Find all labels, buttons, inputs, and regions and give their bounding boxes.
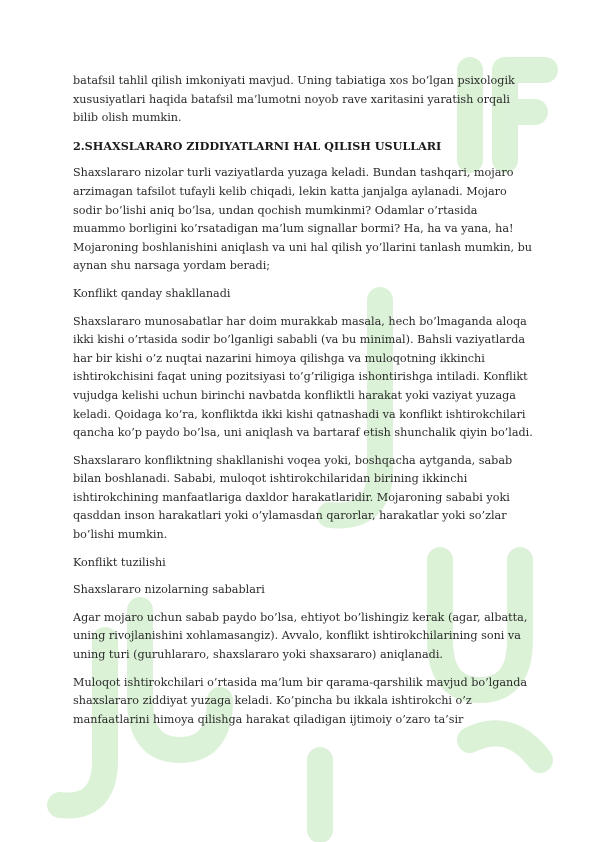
subheading-conflict-structure: Konflikt tuzilishi	[73, 555, 166, 569]
paragraph-intro: batafsil tahlil qilish imkoniyati mavjud. Uning tabiatiga xos bo’lgan psixologik xususiyatlari haqida batafsil ma’lumotni noyob rave xaritasini yaratish orqali bilib olish mumkin.	[73, 74, 515, 125]
paragraph-5: Muloqot ishtirokchilari o’rtasida ma’lum bir qarama-qarshilik mavjud bo’lganda shaxslararo ziddiyat yuzaga keladi. Ko’pincha bu ikkala ishtirokchi o’z manfaatlarini himoya qilishga harakat qiladigan ijtimoiy o’zaro ta’sir	[73, 675, 528, 726]
subheading-conflict-causes: Shaxslararo nizolarning sabablari	[73, 583, 265, 597]
paragraph-3: Shaxslararo konfliktning shakllanishi voqea yoki, boshqacha aytganda, sabab bilan boshlanadi. Sababi, muloqot ishtirokchilaridan birining ikkinchi ishtirokchining manfaatlariga daxldor harakatlaridir. Mojaroning sababi yoki qasddan inson harakatlari yoki o’ylamasdan qarorlar, harakatlar yoki so’zlar bo’lishi mumkin.	[73, 453, 513, 542]
subheading-conflict-formation: Konflikt qanday shakllanadi	[73, 286, 231, 300]
paragraph-1: Shaxslararo nizolar turli vaziyatlarda yuzaga keladi. Bundan tashqari, mojaro arzimagan tafsilot tufayli kelib chiqadi, lekin katta janjalga aylanadi. Mojaro sodir bo’lishi aniq bo’lsa, undan qochish mumkinmi? Odamlar o’rtasida muammo borligini ko’rsatadigan ma’lum signallar bormi? Ha, ha va yana, ha! Mojaroning boshlanishini aniqlash va uni hal qilish yo’llarini tanlash mumkin, bu aynan shu narsaga yordam beradi;	[73, 166, 533, 273]
section-heading: 2.SHAXSLARARO ZIDDIYATLARNI HAL QILISH USULLARI	[73, 138, 442, 153]
paragraph-2: Shaxslararo munosabatlar har doim murakkab masala, hech bo’lmaganda aloqa ikki kishi o’rtasida sodir bo’lganligi sababli (va bu minimal). Bahsli vaziyatlarda har bir kishi o’z nuqtai nazarini himoya qilishga va muloqotning ikkinchi ishtirokchisini faqat uning pozitsiyasi to’g’riligiga ishontirishga intiladi. Konflikt vujudga kelishi uchun birinchi navbatda konfliktli harakat yoki vaziyat yuzaga keladi. Qoidaga ko’ra, konfliktda ikki kishi qatnashadi va konflikt ishtirokchilari qancha ko’p paydo bo’lsa, uni aniqlash va bartaraf etish shunchalik qiyin bo’ladi.	[73, 314, 533, 440]
paragraph-4: Agar mojaro uchun sabab paydo bo’lsa, ehtiyot bo’lishingiz kerak (agar, albatta, uning rivojlanishini xohlamasangiz). Avvalo, konflikt ishtirokchilarining soni va uning turi (guruhlararo, shaxslararo yoki shaxsararo) aniqlanadi.	[73, 610, 528, 662]
document-body	[73, 72, 533, 738]
